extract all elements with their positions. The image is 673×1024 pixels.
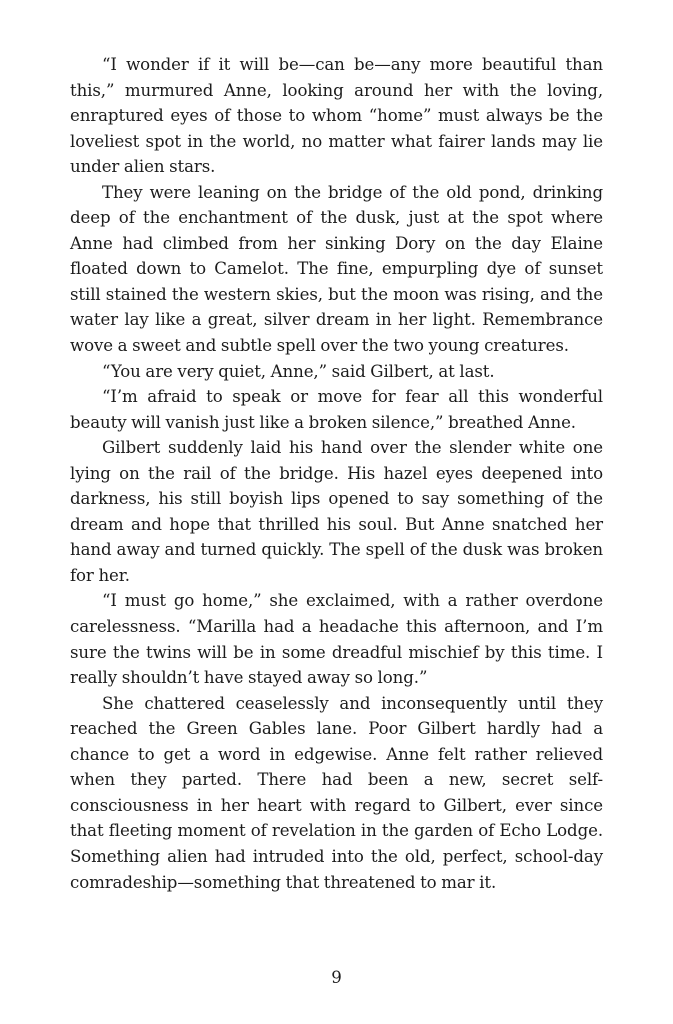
- paragraph: “I must go home,” she exclaimed, with a rather overdone carelessness. “Marilla had a headache this afternoon, and I’m sure the twins will be in some dreadful mischief by this time. I really shouldn’t have stayed away so long.”: [70, 591, 603, 688]
- paragraph: She chattered ceaselessly and inconsequently until they reached the Green Gables lane. Poor Gilbert hardly had a chance to get a word in edgewise. Anne felt rather relieved when they parted. There had been a new, secret self-consciousness in her heart with regard to Gilbert, ever since that fleeting moment of revelation in the garden of Echo Lodge. Something alien had intruded into the old, perfect, school-day comradeship—something that threatened to mar it.: [70, 693, 603, 892]
- paragraph: “I wonder if it will be—can be—any more beautiful than this,” murmured Anne, looking around her with the loving, enraptured eyes of those to whom “home” must always be the loveliest spot in the world, no matter what fairer lands may lie under alien stars.: [70, 55, 603, 177]
- paragraph: They were leaning on the bridge of the old pond, drinking deep of the enchantment of the dusk, just at the spot where Anne had climbed from her sinking Dory on the day Elaine floated down to Camelot. The fine, empurpling dye of sunset still stained the western skies, but the moon was rising, and the water lay like a great, silver dream in her light. Remembrance wove a sweet and subtle spell over the two young creatures.: [70, 182, 603, 356]
- paragraph: “You are very quiet, Anne,” said Gilbert, at last.: [102, 361, 495, 381]
- page-number: 9: [331, 968, 342, 987]
- paragraph: Gilbert suddenly laid his hand over the slender white one lying on the rail of the bridge. His hazel eyes deepened into darkness, his still boyish lips opened to say something of the dream and hope that thrilled his soul. But Anne snatched her hand away and turned quickly. The spell of the dusk was broken for her.: [70, 438, 603, 585]
- paragraph: “I’m afraid to speak or move for fear all this wonderful beauty will vanish just like a broken silence,” breathed Anne.: [70, 387, 603, 432]
- page-body: [70, 52, 603, 895]
